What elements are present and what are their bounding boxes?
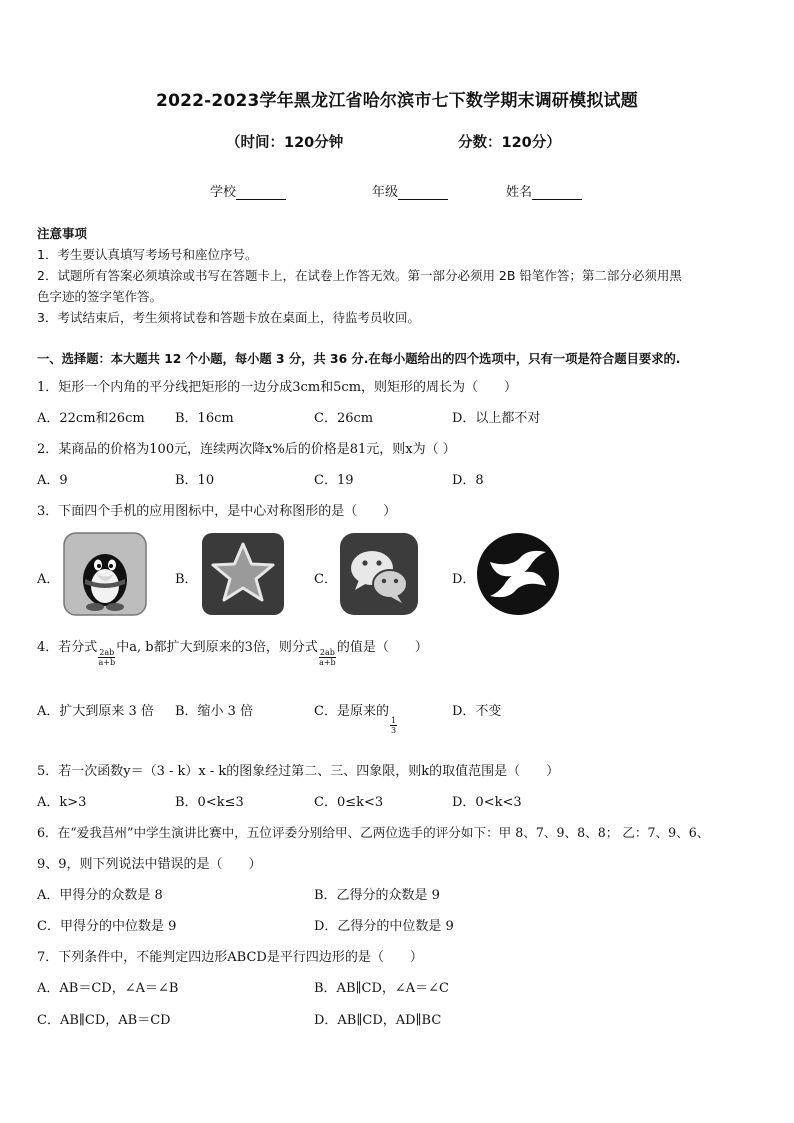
question-4-stem-suffix: 的值是（ ） bbox=[336, 640, 428, 655]
question-5-option-a: A．k>3 bbox=[37, 795, 87, 810]
question-1-option-d: D．以上都不对 bbox=[452, 411, 541, 426]
question-3-option-c: C． bbox=[314, 572, 337, 587]
fraction-denominator: a+b bbox=[98, 658, 116, 667]
name-field bbox=[506, 181, 582, 200]
question-2-option-b: B．10 bbox=[175, 473, 215, 488]
wechat-icon bbox=[339, 532, 419, 616]
question-1-stem: 1．矩形一个内角的平分线把矩形的一边分成3cm和5cm，则矩形的周长为（ ） bbox=[37, 380, 518, 395]
question-3-option-a: A． bbox=[37, 572, 60, 587]
question-3-option-d: D． bbox=[452, 572, 476, 587]
question-6-stem-line-1: 6．在“爱我莒州”中学生演讲比赛中，五位评委分别给甲、乙两位选手的评分如下：甲 8、7、9、8、8； 乙：7、9、6、 bbox=[37, 825, 710, 840]
fraction-numerator: 2ab bbox=[319, 648, 335, 657]
question-5-option-b: B．0<k≤3 bbox=[175, 795, 244, 810]
question-6-option-b: B．乙得分的众数是 9 bbox=[314, 888, 440, 903]
page-title: 2022-2023学年黑龙江省哈尔滨市七下数学期末调研模拟试题 bbox=[156, 91, 638, 111]
fraction bbox=[98, 648, 115, 667]
notice-item: 2．试题所有答案必须填涂或书写在答题卡上，在试卷上作答无效。第一部分必须用 2B 铅笔作答；第二部分必须用黑 bbox=[37, 268, 682, 283]
notice-item: 3．考试结束后，考生须将试卷和答题卡放在桌面上，待监考员收回。 bbox=[37, 310, 420, 325]
school-blank bbox=[236, 185, 286, 200]
grade-label: 年级 bbox=[372, 185, 399, 200]
question-4-stem bbox=[37, 636, 428, 667]
fraction-denominator: a+b bbox=[319, 658, 336, 667]
question-5-option-c: C．0≤k<3 bbox=[314, 795, 384, 810]
question-4-option-d: D．不变 bbox=[452, 704, 502, 719]
question-6-option-c: C．甲得分的中位数是 9 bbox=[37, 919, 177, 934]
question-4-option-c bbox=[314, 700, 398, 735]
question-2-option-d: D．8 bbox=[452, 473, 484, 488]
fraction-numerator: 2ab bbox=[99, 648, 115, 657]
notice-heading: 注意事项 bbox=[37, 226, 88, 241]
fraction-numerator: 1 bbox=[390, 716, 397, 725]
question-2-stem: 2．某商品的价格为100元，连续两次降x%后的价格是81元，则x为（ ） bbox=[37, 442, 456, 457]
question-5-option-d: D．0<k<3 bbox=[452, 795, 522, 810]
grade-field bbox=[372, 181, 448, 200]
school-label: 学校 bbox=[210, 185, 237, 200]
qq-penguin-icon bbox=[63, 532, 147, 616]
ball-swirl-icon bbox=[476, 532, 560, 616]
question-4-stem-prefix: 4．若分式 bbox=[37, 640, 98, 655]
school-field bbox=[210, 181, 286, 200]
question-7-stem: 7．下列条件中，不能判定四边形ABCD是平行四边形的是（ ） bbox=[37, 950, 423, 965]
name-blank bbox=[532, 185, 582, 200]
question-4-stem-middle: 中a, b都扩大到原来的3倍，则分式 bbox=[116, 640, 318, 655]
question-2-option-a: A．9 bbox=[37, 473, 68, 488]
fraction-denominator: 3 bbox=[390, 726, 397, 735]
question-6-option-d: D．乙得分的中位数是 9 bbox=[314, 919, 454, 934]
question-6-stem-line-2: 9、9，则下列说法中错误的是（ ） bbox=[37, 857, 262, 872]
question-5-stem: 5．若一次函数y＝（3 - k）x - k的图象经过第二、三、四象限，则k的取值范围是（ ） bbox=[37, 764, 560, 779]
fraction bbox=[319, 648, 336, 667]
grade-blank bbox=[398, 185, 448, 200]
fraction bbox=[390, 716, 397, 735]
question-7-option-b: B．AB∥CD，∠A＝∠C bbox=[314, 981, 449, 996]
section-heading: 一、选择题：本大题共 12 个小题，每小题 3 分，共 36 分.在每小题给出的四个选项中，只有一项是符合题目要求的. bbox=[37, 352, 681, 366]
exam-score: 分数：120分） bbox=[458, 135, 561, 151]
question-4-option-c-text: C．是原来的 bbox=[314, 704, 389, 719]
question-4-option-b: B．缩小 3 倍 bbox=[175, 704, 254, 719]
notice-item: 1．考生要认真填写考场号和座位序号。 bbox=[37, 247, 258, 262]
question-1-option-b: B．16cm bbox=[175, 411, 234, 426]
question-3-stem: 3．下面四个手机的应用图标中，是中心对称图形的是（ ） bbox=[37, 504, 397, 519]
question-4-option-a: A．扩大到原来 3 倍 bbox=[37, 704, 154, 719]
star-icon bbox=[201, 532, 285, 616]
name-label: 姓名 bbox=[506, 185, 533, 200]
question-1-option-c: C．26cm bbox=[314, 411, 374, 426]
question-7-option-d: D．AB∥CD，AD∥BC bbox=[314, 1013, 442, 1028]
exam-time: （时间：120分钟 bbox=[226, 135, 344, 151]
question-1-option-a: A．22cm和26cm bbox=[37, 411, 145, 426]
question-6-option-a: A．甲得分的众数是 8 bbox=[37, 888, 163, 903]
question-3-option-b: B． bbox=[175, 572, 198, 587]
question-7-option-c: C．AB∥CD，AB＝CD bbox=[37, 1013, 171, 1028]
notice-item: 色字迹的签字笔作答。 bbox=[37, 289, 163, 304]
question-7-option-a: A．AB＝CD，∠A＝∠B bbox=[37, 981, 179, 996]
question-2-option-c: C．19 bbox=[314, 473, 354, 488]
